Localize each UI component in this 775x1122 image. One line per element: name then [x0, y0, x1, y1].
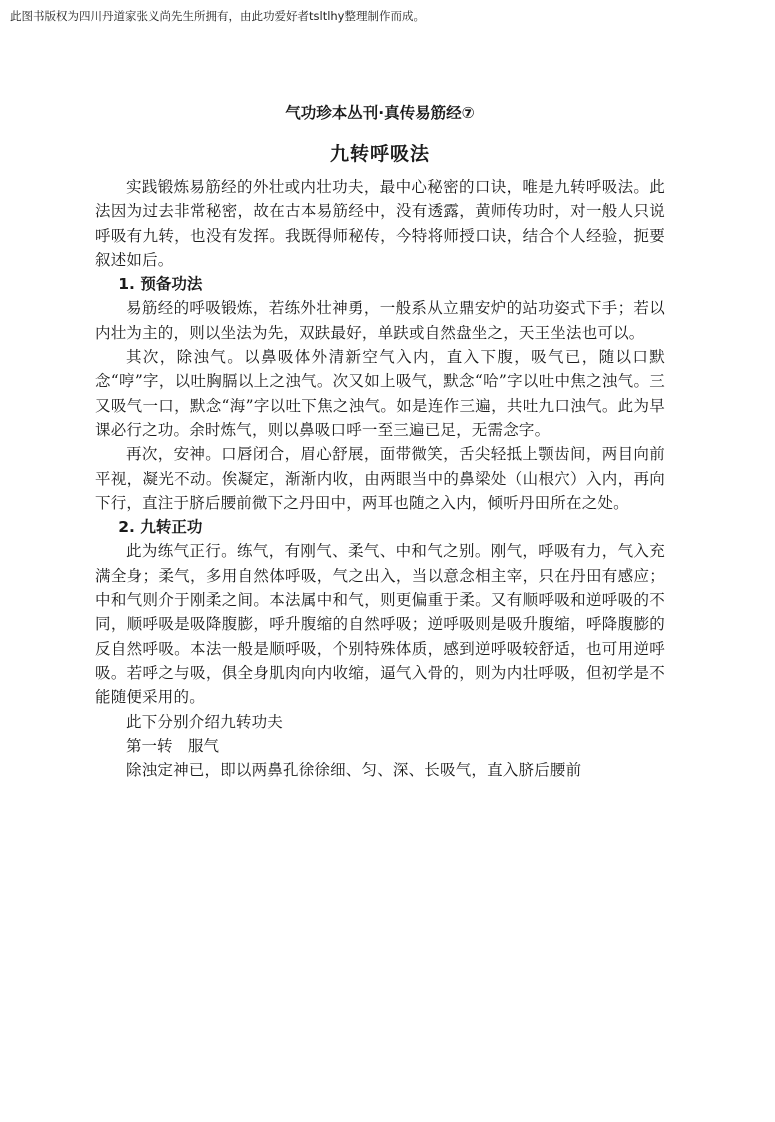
- intro-paragraph: 实践锻炼易筋经的外壮或内壮功夫，最中心秘密的口诀，唯是九转呼吸法。此法因为过去非常秘密，故在古本易筋经中，没有透露，黄师传功时，对一般人只说呼吸有九转，也没有发挥。我既得师秘传，今特将师授口诀，结合个人经验，扼要叙述如后。: [95, 178, 665, 269]
- paragraph-calm-spirit: 再次，安神。口唇闭合，眉心舒展，面带微笑，舌尖轻抵上颚齿间，两目向前平视，凝光不动。俟凝定，渐渐内收，由两眼当中的鼻梁处（山根穴）入内，再向下行，直注于脐后腰前微下之丹田中，两耳也随之入内，倾听丹田所在之处。: [95, 445, 665, 512]
- chapter-body: [95, 175, 665, 782]
- section-heading-main-practice: 2. 九转正功: [118, 518, 203, 537]
- turn-heading-first: 第一转 服气: [126, 736, 220, 755]
- paragraph-first-turn: 除浊定神已，即以两鼻孔徐徐细、匀、深、长吸气，直入脐后腰前: [126, 761, 582, 780]
- paragraph-posture: 易筋经的呼吸锻炼，若练外壮神勇，一般系从立鼎安炉的站功姿式下手；若以内壮为主的，则以坐法为先，双趺最好，单趺或自然盘坐之，天王坐法也可以。: [95, 299, 665, 342]
- book-page: [95, 95, 665, 782]
- chapter-title: 九转呼吸法: [329, 143, 430, 165]
- section-heading-preparation: 1. 预备功法: [118, 275, 203, 294]
- series-header: 气功珍本丛刊·真传易筋经⑦: [285, 104, 475, 122]
- paragraph-expel-turbid-qi: 其次，除浊气。以鼻吸体外清新空气入内，直入下腹，吸气已，随以口默念“哼”字，以吐胸膈以上之浊气。次又如上吸气，默念“哈”字以吐中焦之浊气。三又吸气一口，默念“海”字以吐下焦之浊气。如是连作三遍，共吐九口浊气。此为早课必行之功。余时炼气，则以鼻吸口呼一至三遍已足，无需念字。: [95, 348, 665, 439]
- paragraph-qi-types: 此为练气正行。练气，有刚气、柔气、中和气之别。刚气，呼吸有力，气入充满全身；柔气，多用自然体呼吸，气之出入，当以意念相主宰，只在丹田有感应；中和气则介于刚柔之间。本法属中和气，则更偏重于柔。又有顺呼吸和逆呼吸的不同，顺呼吸是吸降腹膨，呼升腹缩的自然呼吸；逆呼吸则是吸升腹缩，呼降腹膨的反自然呼吸。本法一般是顺呼吸，个别特殊体质，感到逆呼吸较舒适，也可用逆呼吸。若呼之与吸，俱全身肌肉向内收缩，逼气入骨的，则为内壮呼吸，但初学是不能随便采用的。: [95, 542, 665, 707]
- copyright-notice: 此图书版权为四川丹道家张义尚先生所拥有，由此功爱好者tsltlhy整理制作而成。: [10, 9, 425, 23]
- paragraph-intro-nine-turns: 此下分别介绍九转功夫: [126, 712, 284, 731]
